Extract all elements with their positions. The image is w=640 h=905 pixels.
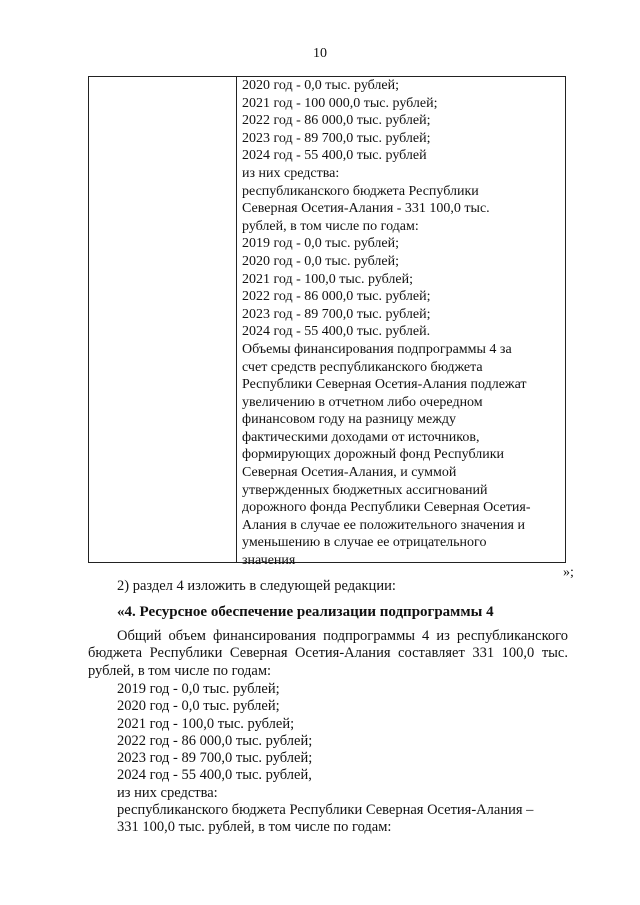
table-line: фактическими доходами от источников, [242,429,480,445]
table-line: значения [242,553,296,569]
table-line: 2021 год - 100 000,0 тыс. рублей; [242,95,438,111]
table-line: утвержденных бюджетных ассигнований [242,482,488,498]
table-line: Республики Северная Осетия-Алания подлежат [242,377,527,393]
year-line: 2022 год - 86 000,0 тыс. рублей; [117,732,313,749]
year-line: республиканского бюджета Республики Северная Осетия-Алания – [117,802,534,819]
year-line: 2023 год - 89 700,0 тыс. рублей; [117,750,313,767]
table-line: 2021 год - 100,0 тыс. рублей; [242,271,414,287]
table-line: финансовом году на разницу между [242,412,456,428]
table-line: увеличению в отчетном либо очередном [242,394,483,410]
table-line: 2022 год - 86 000,0 тыс. рублей; [242,113,431,129]
table-line: 2023 год - 89 700,0 тыс. рублей; [242,130,431,146]
table-line: Северная Осетия-Алания - 331 100,0 тыс. [242,201,490,217]
paragraph-line-3: рублей, в том числе по годам: [88,663,272,679]
funding-table [88,76,566,569]
table-line: 2020 год - 0,0 тыс. рублей; [242,253,400,269]
item-2-text: 2) раздел 4 изложить в следующей редакции: [117,578,396,594]
table-line: счет средств республиканского бюджета [242,359,483,375]
year-line: 2019 год - 0,0 тыс. рублей; [117,681,280,697]
table-line: 2020 год - 0,0 тыс. рублей; [242,78,400,93]
table-right-column [242,77,559,570]
table-line: рублей, в том числе по годам: [242,218,419,234]
year-line: 2024 год - 55 400,0 тыс. рублей, [117,767,312,784]
table-line: 2024 год - 55 400,0 тыс. рублей [242,148,427,164]
table-line: 2024 год - 55 400,0 тыс. рублей. [242,324,431,340]
table-line: уменьшению в случае ее отрицательного [242,535,487,551]
year-line: 331 100,0 тыс. рублей, в том числе по годам: [117,819,392,836]
paragraph-line-1: Общий объем финансирования подпрограммы 4 из республиканского [117,628,568,644]
table-left-column [89,77,237,562]
section-title: «4. Ресурсное обеспечение реализации подпрограммы 4 [117,604,494,620]
table-end-quote: »; [563,565,574,580]
table-line: дорожного фонда Республики Северная Осетия- [242,500,531,516]
table-line: Объемы финансирования подпрограммы 4 за [242,341,512,357]
table-line: формирующих дорожный фонд Республики [242,447,505,463]
paragraph-line-2: бюджета Республики Северная Осетия-Алания составляет 331 100,0 тыс. [88,645,568,661]
page-number: 10 [313,46,327,61]
table-line: 2023 год - 89 700,0 тыс. рублей; [242,306,431,322]
table-line: Алания в случае ее положительного значения и [242,517,525,533]
table-line: 2019 год - 0,0 тыс. рублей; [242,236,400,252]
table-line: Северная Осетия-Алания, и суммой [242,465,457,481]
table-line: республиканского бюджета Республики [242,183,479,199]
table-line: из них средства: [242,165,340,181]
year-line: 2020 год - 0,0 тыс. рублей; [117,698,280,715]
year-line: 2021 год - 100,0 тыс. рублей; [117,715,295,732]
year-lines [117,681,533,837]
year-line: из них средства: [117,784,218,801]
table-line: 2022 год - 86 000,0 тыс. рублей; [242,289,431,305]
